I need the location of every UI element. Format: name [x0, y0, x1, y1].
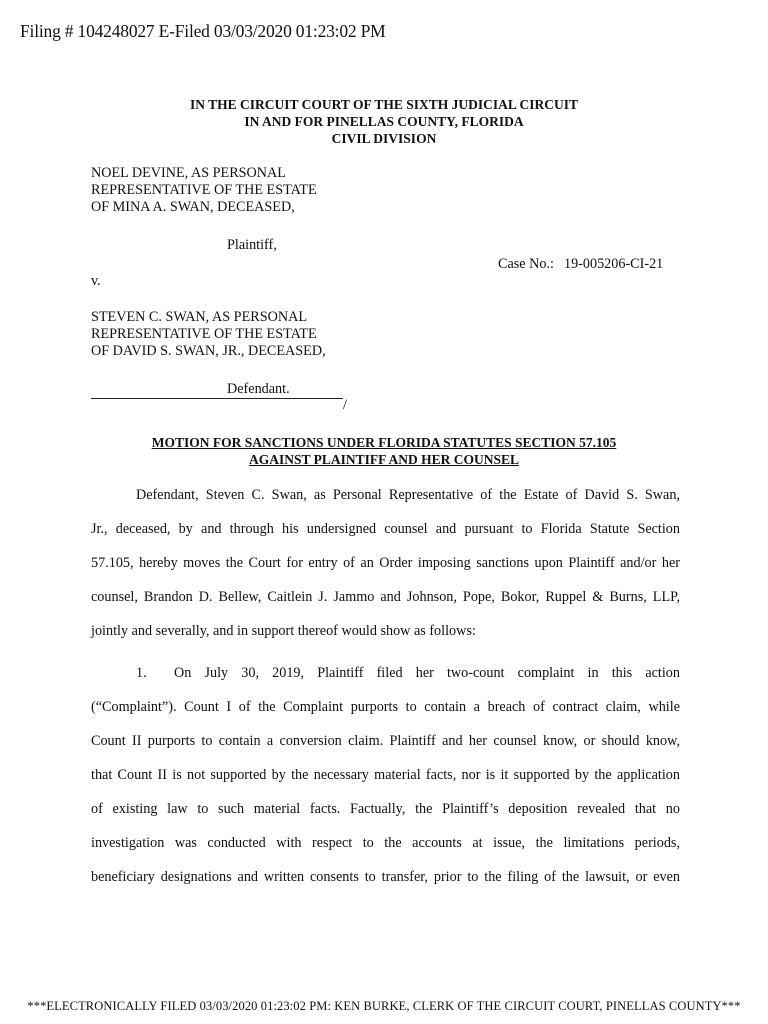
paragraph-1-line-6: investigation was conducted with respect to the accounts at issue, the limitations periods, — [91, 835, 680, 851]
electronic-filing-footer: ***ELECTRONICALLY FILED 03/03/2020 01:23:02 PM: KEN BURKE, CLERK OF THE CIRCUIT COURT, PINELLAS COUNTY*** — [27, 999, 741, 1013]
case-number-label: Case No.: — [498, 256, 554, 272]
intro-line-4: counsel, Brandon D. Bellew, Caitlein J. Jammo and Johnson, Pope, Bokor, Ruppel & Burns, LLP, — [91, 589, 680, 605]
paragraph-1-line-1-text: On July 30, 2019, Plaintiff filed her two-count complaint in this action — [174, 665, 680, 681]
defendant-line-3: OF DAVID S. SWAN, JR., DECEASED, — [91, 343, 326, 359]
filing-stamp: Filing # 104248027 E-Filed 03/03/2020 01:23:02 PM — [20, 21, 386, 41]
paragraph-1-line-7: beneficiary designations and written consents to transfer, prior to the filing of the lawsuit, or even — [91, 869, 680, 885]
caption-divider-slash: / — [343, 397, 347, 413]
intro-line-1: Defendant, Steven C. Swan, as Personal Representative of the Estate of David S. Swan, — [136, 487, 680, 503]
court-heading-line-3: CIVIL DIVISION — [331, 131, 437, 146]
motion-title-line-2: AGAINST PLAINTIFF AND HER COUNSEL — [248, 452, 520, 467]
plaintiff-line-2: REPRESENTATIVE OF THE ESTATE — [91, 182, 317, 198]
case-number-value: 19-005206-CI-21 — [563, 256, 664, 272]
paragraph-1-line-4: that Count II is not supported by the necessary material facts, nor is it supported by the application — [91, 767, 680, 783]
paragraph-1 — [91, 656, 680, 894]
court-heading-line-2: IN AND FOR PINELLAS COUNTY, FLORIDA — [244, 114, 524, 129]
paragraph-1-line-5: of existing law to such material facts. Factually, the Plaintiff’s deposition revealed that no — [91, 801, 680, 817]
court-heading — [0, 96, 768, 147]
intro-line-2: Jr., deceased, by and through his undersigned counsel and pursuant to Florida Statute Section — [91, 521, 680, 537]
plaintiff-line-3: OF MINA A. SWAN, DECEASED, — [91, 199, 295, 215]
defendant-caption — [91, 309, 326, 360]
paragraph-1-line-1 — [91, 656, 680, 690]
intro-paragraph — [91, 478, 680, 648]
intro-line-5: jointly and severally, and in support thereof would show as follows: — [91, 623, 476, 639]
defendant-role-label: Defendant. — [227, 381, 290, 397]
court-heading-line-1: IN THE CIRCUIT COURT OF THE SIXTH JUDICIAL CIRCUIT — [189, 97, 579, 112]
paragraph-1-line-3: Count II purports to contain a conversion claim. Plaintiff and her counsel know, or should know, — [91, 733, 680, 749]
plaintiff-role-label: Plaintiff, — [227, 237, 277, 253]
motion-title-line-1: MOTION FOR SANCTIONS UNDER FLORIDA STATUTES SECTION 57.105 — [151, 435, 617, 450]
plaintiff-caption — [91, 165, 317, 216]
defendant-line-2: REPRESENTATIVE OF THE ESTATE — [91, 326, 317, 342]
caption-divider-line — [91, 398, 343, 399]
paragraph-1-line-2: (“Complaint”). Count I of the Complaint purports to contain a breach of contract claim, while — [91, 699, 680, 715]
paragraph-1-number: 1. — [136, 665, 147, 681]
intro-line-3: 57.105, hereby moves the Court for entry of an Order imposing sanctions upon Plaintiff and/or her — [91, 555, 680, 571]
motion-title — [0, 434, 768, 468]
plaintiff-line-1: NOEL DEVINE, AS PERSONAL — [91, 165, 286, 181]
versus-label: v. — [91, 273, 101, 289]
defendant-line-1: STEVEN C. SWAN, AS PERSONAL — [91, 309, 307, 325]
case-number — [498, 256, 663, 273]
